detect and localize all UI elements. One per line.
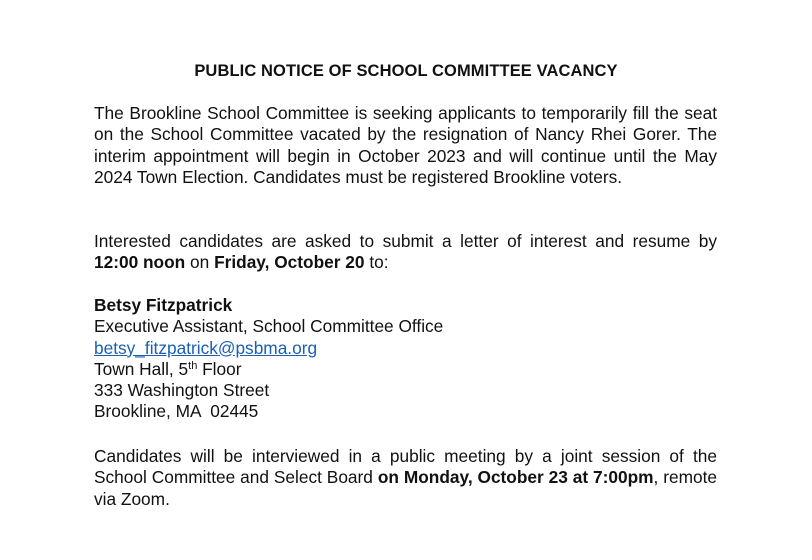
interview-datetime: on Monday, October 23 at 7:00pm <box>377 467 654 488</box>
intro-paragraph: The Brookline School Committee is seeking applicants to temporarily fill the seat on the School Committee vacated by the resignation of Nancy Rhei Gorer. The interim appointment will begin in October 2023 and will continue until the May 2024 Town Election. Candidates must be registered Brookline voters. <box>94 103 717 187</box>
contact-street: 333 Washington Street <box>94 380 270 401</box>
interview-text-after: , remote via Zoom. <box>94 467 718 509</box>
location-superscript: th <box>188 359 198 372</box>
contact-name: Betsy Fitzpatrick <box>94 295 233 315</box>
contact-role: Executive Assistant, School Committee Office <box>94 316 444 337</box>
deadline-time: 12:00 noon <box>94 252 186 273</box>
interview-paragraph <box>94 446 717 510</box>
submission-text-before: Interested candidates are asked to submit a letter of interest and resume by <box>94 231 717 251</box>
deadline-date: Friday, October 20 <box>214 252 365 273</box>
submission-text-middle: on <box>185 252 215 273</box>
location-prefix: Town Hall, 5 <box>94 358 189 379</box>
contact-city: Brookline, MA 02445 <box>94 401 259 422</box>
contact-address-block <box>94 295 717 423</box>
location-suffix: Floor <box>197 358 242 379</box>
submission-paragraph <box>94 231 717 274</box>
contact-location <box>94 359 717 380</box>
interview-text-before: Candidates will be interviewed in a public meeting by a joint session of the School Committee and Select Board <box>94 446 717 488</box>
notice-title: PUBLIC NOTICE OF SCHOOL COMMITTEE VACANCY <box>194 62 618 80</box>
submission-text-after: to: <box>364 252 389 273</box>
contact-email-link[interactable]: betsy_fitzpatrick@psbma.org <box>94 337 318 358</box>
